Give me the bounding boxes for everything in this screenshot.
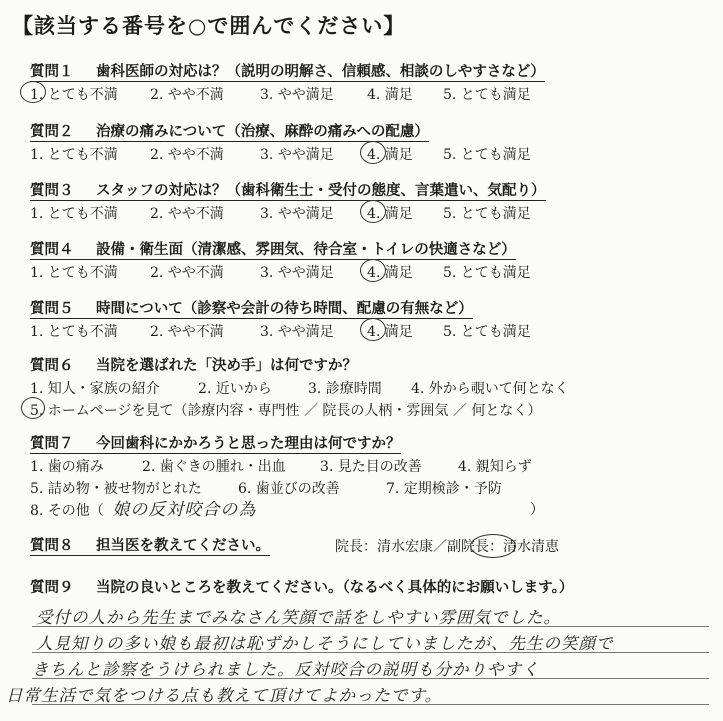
- instruction-header: 【該当する番号を○で囲んでください】: [12, 14, 406, 38]
- question-text: 時間について（診察や会計の待ち時間、配慮の有無など）: [96, 301, 473, 317]
- question-label: 質問２: [30, 124, 74, 140]
- option-3[interactable]: 3. やや満足: [260, 87, 334, 103]
- question-text: 治療の痛みについて（治療、麻酔の痛みへの配慮）: [96, 124, 429, 140]
- option-1[interactable]: 1. とても不満: [30, 324, 118, 340]
- question-6: [30, 356, 710, 420]
- option-1[interactable]: 1. とても不満: [30, 265, 118, 281]
- option-5[interactable]: 5. ホームページを見て（診療内容・専門性 ／ 院長の人柄・雰囲気 ／ 何となく）: [30, 403, 542, 419]
- selection-circle: [360, 259, 386, 282]
- question-label: 質問９: [30, 580, 74, 596]
- question-9: [30, 578, 710, 598]
- question-label: 質問３: [30, 183, 74, 199]
- option-5[interactable]: 5. とても満足: [443, 324, 531, 340]
- option-4[interactable]: 4. 満足: [367, 324, 413, 340]
- handwritten-line: 受付の人から先生までみなさん笑顔で話をしやすい雰囲気でした。: [36, 608, 561, 627]
- question-text: 当院の良いところを教えてください。（なるべく具体的にお願いします。）: [96, 580, 574, 596]
- option-7[interactable]: 7. 定期検診・予防: [386, 481, 502, 497]
- option-5[interactable]: 5. とても満足: [443, 87, 531, 103]
- question-7: [30, 434, 710, 521]
- option-5[interactable]: 5. 詰め物・被せ物がとれた: [30, 481, 202, 497]
- option-4[interactable]: 4. 満足: [367, 206, 413, 222]
- option-5[interactable]: 5. とても満足: [443, 265, 531, 281]
- option-4[interactable]: 4. 満足: [367, 87, 413, 103]
- option-2[interactable]: 2. やや不満: [150, 265, 224, 281]
- option-3[interactable]: 3. やや満足: [260, 206, 334, 222]
- option-3[interactable]: 3. やや満足: [260, 147, 334, 163]
- question-text: スタッフの対応は？（歯科衛生士・受付の態度、言葉遣い、気配り）: [96, 183, 546, 199]
- option-8-close: ）: [530, 502, 544, 518]
- question-text: 当院を選ばれた「決め手」は何ですか？: [96, 358, 357, 374]
- option-4[interactable]: 4. 親知らず: [458, 459, 532, 475]
- selection-circle: [470, 534, 516, 558]
- question-label: 質問６: [30, 358, 74, 374]
- doctor-choices[interactable]: 院長：清水宏康／副院長：清水清恵: [335, 539, 559, 555]
- selection-circle: [21, 397, 45, 419]
- selection-circle: [20, 81, 46, 103]
- question-label: 質問７: [30, 436, 74, 452]
- selection-circle: [360, 318, 386, 341]
- option-2[interactable]: 2. やや不満: [150, 206, 224, 222]
- option-4[interactable]: 4. 満足: [367, 147, 413, 163]
- option-1[interactable]: 1. とても不満: [30, 147, 118, 163]
- option-5[interactable]: 5. とても満足: [443, 147, 531, 163]
- question-label: 質問４: [30, 242, 74, 258]
- handwritten-line: 日常生活で気をつける点も教えて頂けてよかったです。: [6, 686, 443, 705]
- option-1[interactable]: 1. とても不満: [30, 87, 118, 103]
- option-2[interactable]: 2. やや不満: [150, 147, 224, 163]
- question-label: 質問１: [30, 64, 74, 80]
- option-4[interactable]: 4. 満足: [367, 265, 413, 281]
- question-4: [30, 240, 710, 282]
- question-8: [30, 536, 710, 556]
- option-4[interactable]: 4. 外から覗いて何となく: [411, 381, 569, 397]
- option-6[interactable]: 6. 歯並びの改善: [238, 481, 340, 497]
- handwritten-line: きちんと診察をうけられました。反対咬合の説明も分かりやすく: [32, 660, 540, 679]
- comment-area[interactable]: [6, 600, 709, 721]
- option-2[interactable]: 2. 歯ぐきの腫れ・出血: [142, 459, 286, 475]
- option-2[interactable]: 2. やや不満: [150, 324, 224, 340]
- question-5: [30, 299, 710, 341]
- option-1[interactable]: 1. とても不満: [30, 206, 118, 222]
- option-3[interactable]: 3. 診療時間: [308, 381, 382, 397]
- selection-circle: [360, 141, 386, 164]
- question-text: 担当医を教えてください。: [96, 538, 270, 554]
- question-text: 今回歯科にかかろうと思った理由は何ですか？: [96, 436, 401, 452]
- option-1[interactable]: 1. 知人・家族の紹介: [30, 381, 160, 397]
- question-1: [30, 62, 710, 104]
- option-5[interactable]: 5. とても満足: [443, 206, 531, 222]
- handwritten-line: 人見知りの多い娘も最初は恥ずかしそうにしていましたが、先生の笑顔で: [36, 634, 614, 653]
- selection-circle: [360, 200, 386, 223]
- question-3: [30, 181, 710, 223]
- option-2[interactable]: 2. やや不満: [150, 87, 224, 103]
- option-1[interactable]: 1. 歯の痛み: [30, 459, 104, 475]
- option-2[interactable]: 2. 近いから: [198, 381, 272, 397]
- option-8-label: 8. その他（: [30, 503, 104, 519]
- question-text: 設備・衛生面（清潔感、雰囲気、待合室・トイレの快適さなど）: [96, 242, 516, 258]
- question-label: 質問５: [30, 301, 74, 317]
- option-3[interactable]: 3. やや満足: [260, 265, 334, 281]
- question-2: [30, 122, 710, 164]
- question-label: 質問８: [30, 538, 74, 554]
- question-text: 歯科医師の対応は？（説明の明解さ、信頼感、相談のしやすさなど）: [96, 64, 545, 80]
- other-reason-handwritten[interactable]: 娘の反対咬合の為: [112, 500, 257, 520]
- option-3[interactable]: 3. 見た目の改善: [320, 459, 422, 475]
- option-3[interactable]: 3. やや満足: [260, 324, 334, 340]
